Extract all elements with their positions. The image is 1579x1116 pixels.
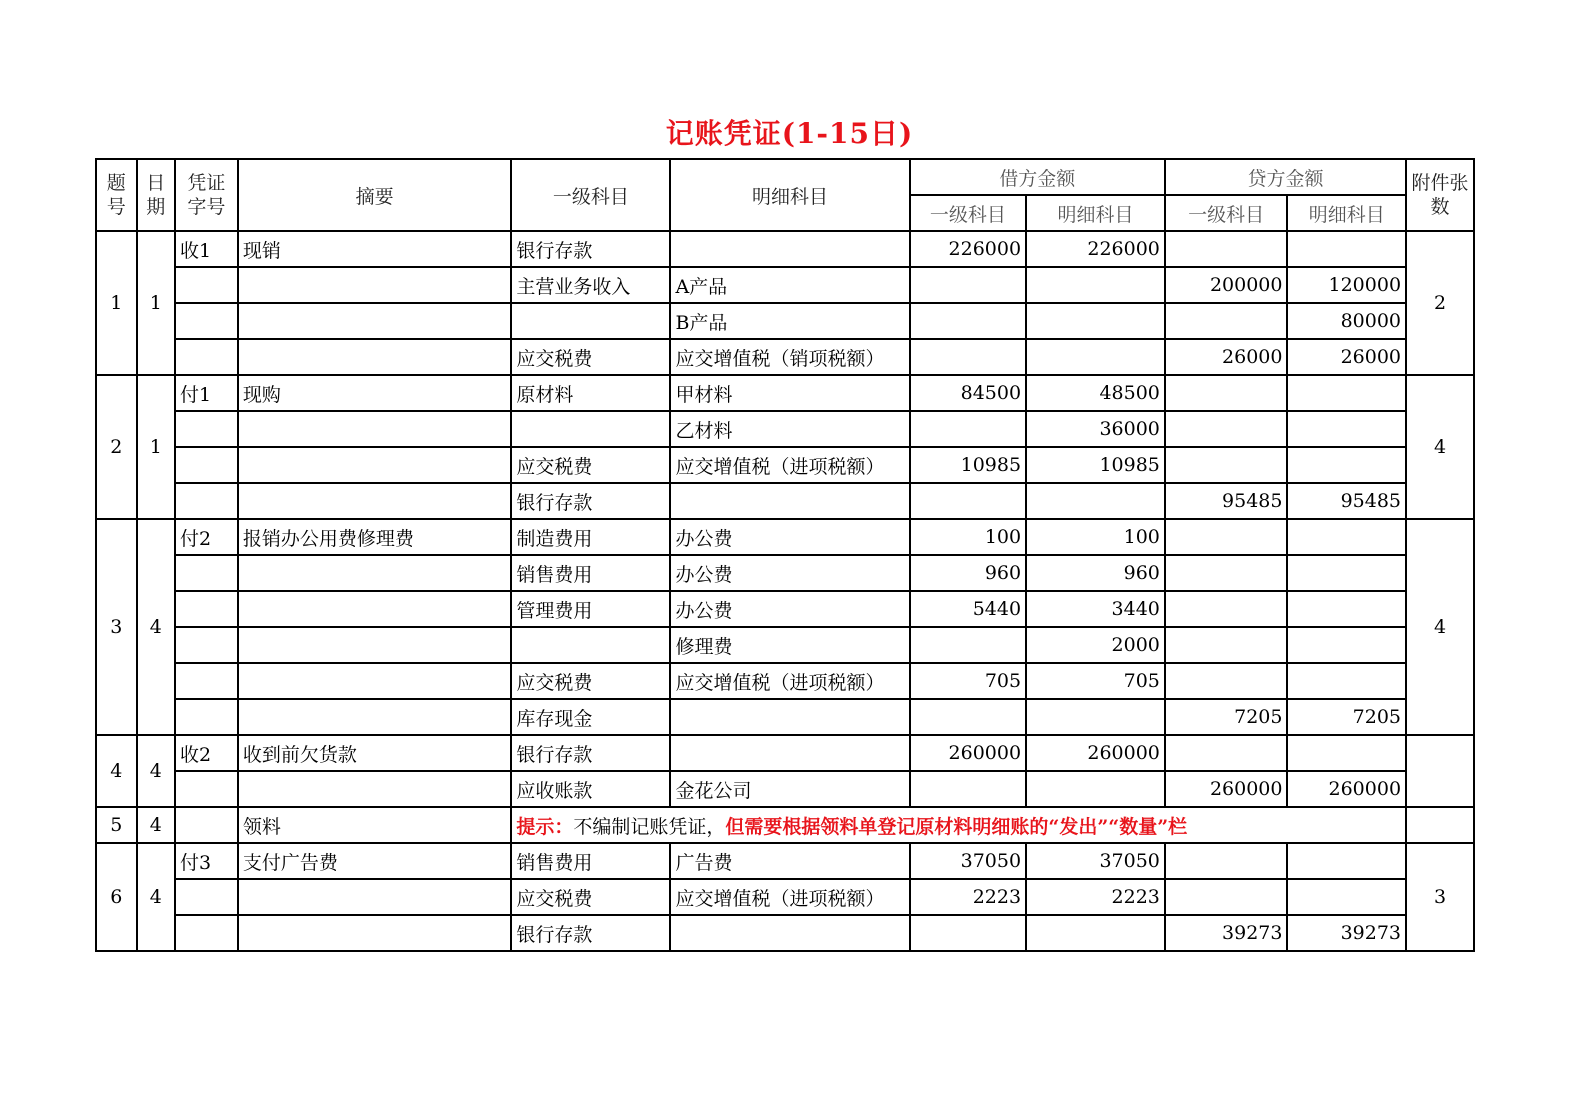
table-row — [96, 879, 1474, 915]
detail-cell — [670, 483, 909, 519]
table-row — [96, 303, 1474, 339]
credit-detail-amount — [1287, 375, 1406, 411]
attach-count: 2 — [1406, 231, 1474, 375]
detail-cell — [670, 231, 909, 267]
hint-prefix: 提示： — [516, 815, 574, 838]
account-cell: 库存现金 — [511, 699, 670, 735]
account-cell: 管理费用 — [511, 591, 670, 627]
credit-account-amount: 260000 — [1165, 771, 1288, 807]
credit-detail-amount — [1287, 627, 1406, 663]
voucher-no: 付2 — [175, 519, 238, 555]
account-cell: 银行存款 — [511, 483, 670, 519]
credit-detail-amount — [1287, 843, 1406, 879]
credit-detail-amount — [1287, 231, 1406, 267]
account-cell: 应收账款 — [511, 771, 670, 807]
table-row — [96, 555, 1474, 591]
summary-cell — [238, 699, 512, 735]
table-row — [96, 699, 1474, 735]
detail-cell: 办公费 — [670, 519, 909, 555]
detail-cell: 广告费 — [670, 843, 909, 879]
detail-cell — [670, 699, 909, 735]
account-cell: 销售费用 — [511, 555, 670, 591]
account-cell: 销售费用 — [511, 843, 670, 879]
table-row — [96, 591, 1474, 627]
debit-detail-amount — [1026, 771, 1165, 807]
voucher-no — [175, 411, 238, 447]
header-debit-account: 一级科目 — [910, 195, 1027, 231]
debit-detail-amount: 100 — [1026, 519, 1165, 555]
debit-account-amount: 100 — [910, 519, 1027, 555]
debit-account-amount: 84500 — [910, 375, 1027, 411]
header-credit-detail: 明细科目 — [1287, 195, 1406, 231]
entry-date: 4 — [137, 843, 176, 951]
header-credit-account: 一级科目 — [1165, 195, 1288, 231]
debit-detail-amount: 2000 — [1026, 627, 1165, 663]
attach-count — [1406, 807, 1474, 843]
credit-account-amount — [1165, 231, 1288, 267]
debit-detail-amount — [1026, 699, 1165, 735]
account-cell — [511, 303, 670, 339]
voucher-no: 付1 — [175, 375, 238, 411]
account-cell: 应交税费 — [511, 447, 670, 483]
entry-no: 1 — [96, 231, 137, 375]
debit-account-amount: 5440 — [910, 591, 1027, 627]
detail-cell: 乙材料 — [670, 411, 909, 447]
entry-no: 5 — [96, 807, 137, 843]
summary-cell — [238, 267, 512, 303]
table-row — [96, 807, 1474, 843]
voucher-no — [175, 555, 238, 591]
entry-date: 1 — [137, 231, 176, 375]
entry-date: 4 — [137, 807, 176, 843]
summary-cell — [238, 771, 512, 807]
detail-cell: 修理费 — [670, 627, 909, 663]
account-cell: 制造费用 — [511, 519, 670, 555]
credit-account-amount — [1165, 843, 1288, 879]
table-row — [96, 483, 1474, 519]
account-cell — [511, 411, 670, 447]
debit-detail-amount: 226000 — [1026, 231, 1165, 267]
voucher-no: 付3 — [175, 843, 238, 879]
credit-account-amount — [1165, 519, 1288, 555]
account-cell — [511, 627, 670, 663]
voucher-no — [175, 483, 238, 519]
credit-account-amount: 7205 — [1165, 699, 1288, 735]
debit-detail-amount: 260000 — [1026, 735, 1165, 771]
debit-detail-amount — [1026, 915, 1165, 951]
voucher-no — [175, 591, 238, 627]
credit-detail-amount: 260000 — [1287, 771, 1406, 807]
credit-account-amount — [1165, 627, 1288, 663]
debit-account-amount — [910, 267, 1027, 303]
credit-detail-amount — [1287, 447, 1406, 483]
header-attach: 附件张数 — [1406, 159, 1474, 231]
hint-rest: 但需要根据领料单登记原材料明细账的“发出”“数量”栏 — [725, 815, 1188, 838]
debit-account-amount — [910, 915, 1027, 951]
debit-detail-amount: 3440 — [1026, 591, 1165, 627]
entry-no: 6 — [96, 843, 137, 951]
credit-account-amount: 200000 — [1165, 267, 1288, 303]
table-row — [96, 771, 1474, 807]
detail-cell: 应交增值税（进项税额） — [670, 663, 909, 699]
credit-account-amount — [1165, 879, 1288, 915]
debit-detail-amount — [1026, 483, 1165, 519]
debit-detail-amount: 960 — [1026, 555, 1165, 591]
credit-detail-amount — [1287, 555, 1406, 591]
table-row — [96, 339, 1474, 375]
summary-cell — [238, 339, 512, 375]
debit-detail-amount — [1026, 339, 1165, 375]
table-row — [96, 267, 1474, 303]
debit-account-amount: 226000 — [910, 231, 1027, 267]
header-detail: 明细科目 — [670, 159, 909, 231]
credit-account-amount — [1165, 735, 1288, 771]
table-row — [96, 735, 1474, 771]
credit-account-amount — [1165, 303, 1288, 339]
entry-no: 2 — [96, 375, 137, 519]
attach-count — [1406, 735, 1474, 807]
credit-detail-amount — [1287, 519, 1406, 555]
summary-cell: 领料 — [238, 807, 512, 843]
detail-cell — [670, 915, 909, 951]
detail-cell: 办公费 — [670, 591, 909, 627]
credit-account-amount: 95485 — [1165, 483, 1288, 519]
debit-account-amount: 10985 — [910, 447, 1027, 483]
voucher-no — [175, 915, 238, 951]
debit-account-amount — [910, 699, 1027, 735]
table-row — [96, 411, 1474, 447]
account-cell: 银行存款 — [511, 735, 670, 771]
header-debit: 借方金额 — [910, 159, 1165, 195]
summary-cell — [238, 447, 512, 483]
detail-cell: 应交增值税（进项税额） — [670, 447, 909, 483]
debit-detail-amount: 2223 — [1026, 879, 1165, 915]
credit-account-amount — [1165, 591, 1288, 627]
table-row — [96, 231, 1474, 267]
credit-detail-amount: 120000 — [1287, 267, 1406, 303]
table-row — [96, 447, 1474, 483]
voucher-no: 收1 — [175, 231, 238, 267]
table-row — [96, 843, 1474, 879]
credit-account-amount — [1165, 663, 1288, 699]
hint-middle: 不编制记账凭证， — [573, 815, 726, 838]
detail-cell: 应交增值税（销项税额） — [670, 339, 909, 375]
table-row — [96, 663, 1474, 699]
credit-detail-amount — [1287, 411, 1406, 447]
table-row — [96, 915, 1474, 951]
header-debit-detail: 明细科目 — [1026, 195, 1165, 231]
debit-detail-amount: 36000 — [1026, 411, 1165, 447]
credit-account-amount — [1165, 375, 1288, 411]
voucher-no — [175, 771, 238, 807]
detail-cell: 应交增值税（进项税额） — [670, 879, 909, 915]
entry-date: 4 — [137, 735, 176, 807]
voucher-no — [175, 627, 238, 663]
voucher-no — [175, 699, 238, 735]
summary-cell: 收到前欠货款 — [238, 735, 512, 771]
summary-cell — [238, 915, 512, 951]
header-voucher: 凭证字号 — [175, 159, 238, 231]
account-cell: 银行存款 — [511, 915, 670, 951]
account-cell: 银行存款 — [511, 231, 670, 267]
debit-detail-amount: 48500 — [1026, 375, 1165, 411]
entry-no: 4 — [96, 735, 137, 807]
summary-cell: 支付广告费 — [238, 843, 512, 879]
entry-no: 3 — [96, 519, 137, 735]
summary-cell: 现购 — [238, 375, 512, 411]
debit-detail-amount — [1026, 303, 1165, 339]
table-row — [96, 519, 1474, 555]
summary-cell — [238, 591, 512, 627]
detail-cell: B产品 — [670, 303, 909, 339]
summary-cell — [238, 879, 512, 915]
header-no: 题号 — [96, 159, 137, 231]
attach-count: 3 — [1406, 843, 1474, 951]
credit-detail-amount: 7205 — [1287, 699, 1406, 735]
debit-account-amount: 2223 — [910, 879, 1027, 915]
entry-date: 1 — [137, 375, 176, 519]
voucher-no — [175, 303, 238, 339]
detail-cell: 办公费 — [670, 555, 909, 591]
voucher-no — [175, 339, 238, 375]
debit-account-amount — [910, 411, 1027, 447]
voucher-no — [175, 663, 238, 699]
voucher-body — [96, 231, 1474, 951]
debit-detail-amount: 37050 — [1026, 843, 1165, 879]
debit-detail-amount — [1026, 267, 1165, 303]
voucher-no — [175, 447, 238, 483]
account-cell: 原材料 — [511, 375, 670, 411]
account-cell: 应交税费 — [511, 879, 670, 915]
account-cell: 应交税费 — [511, 663, 670, 699]
debit-account-amount: 37050 — [910, 843, 1027, 879]
voucher-table — [95, 158, 1475, 952]
credit-detail-amount: 39273 — [1287, 915, 1406, 951]
hint-note — [511, 807, 1406, 843]
account-cell: 主营业务收入 — [511, 267, 670, 303]
credit-detail-amount: 26000 — [1287, 339, 1406, 375]
voucher-no — [175, 267, 238, 303]
summary-cell — [238, 555, 512, 591]
debit-detail-amount: 705 — [1026, 663, 1165, 699]
debit-account-amount: 260000 — [910, 735, 1027, 771]
credit-detail-amount: 95485 — [1287, 483, 1406, 519]
attach-count: 4 — [1406, 375, 1474, 519]
summary-cell — [238, 303, 512, 339]
detail-cell: 金花公司 — [670, 771, 909, 807]
summary-cell: 报销办公用费修理费 — [238, 519, 512, 555]
table-row — [96, 375, 1474, 411]
summary-cell — [238, 483, 512, 519]
voucher-no — [175, 807, 238, 843]
table-row — [96, 627, 1474, 663]
attach-count: 4 — [1406, 519, 1474, 735]
credit-detail-amount — [1287, 591, 1406, 627]
entry-date: 4 — [137, 519, 176, 735]
page-title: 记账凭证(1-15日) — [665, 117, 914, 150]
detail-cell — [670, 735, 909, 771]
account-cell: 应交税费 — [511, 339, 670, 375]
debit-account-amount: 705 — [910, 663, 1027, 699]
summary-cell: 现销 — [238, 231, 512, 267]
summary-cell — [238, 411, 512, 447]
debit-detail-amount: 10985 — [1026, 447, 1165, 483]
header-date: 日期 — [137, 159, 176, 231]
debit-account-amount — [910, 483, 1027, 519]
summary-cell — [238, 663, 512, 699]
voucher-no — [175, 879, 238, 915]
detail-cell: A产品 — [670, 267, 909, 303]
credit-account-amount — [1165, 447, 1288, 483]
debit-account-amount — [910, 339, 1027, 375]
voucher-no: 收2 — [175, 735, 238, 771]
header-credit: 贷方金额 — [1165, 159, 1406, 195]
credit-detail-amount — [1287, 735, 1406, 771]
credit-detail-amount — [1287, 663, 1406, 699]
header-account: 一级科目 — [511, 159, 670, 231]
detail-cell: 甲材料 — [670, 375, 909, 411]
credit-account-amount: 39273 — [1165, 915, 1288, 951]
credit-account-amount — [1165, 411, 1288, 447]
credit-detail-amount: 80000 — [1287, 303, 1406, 339]
credit-account-amount: 26000 — [1165, 339, 1288, 375]
header-summary: 摘要 — [238, 159, 512, 231]
debit-account-amount — [910, 627, 1027, 663]
credit-account-amount — [1165, 555, 1288, 591]
debit-account-amount — [910, 771, 1027, 807]
summary-cell — [238, 627, 512, 663]
credit-detail-amount — [1287, 879, 1406, 915]
debit-account-amount: 960 — [910, 555, 1027, 591]
debit-account-amount — [910, 303, 1027, 339]
